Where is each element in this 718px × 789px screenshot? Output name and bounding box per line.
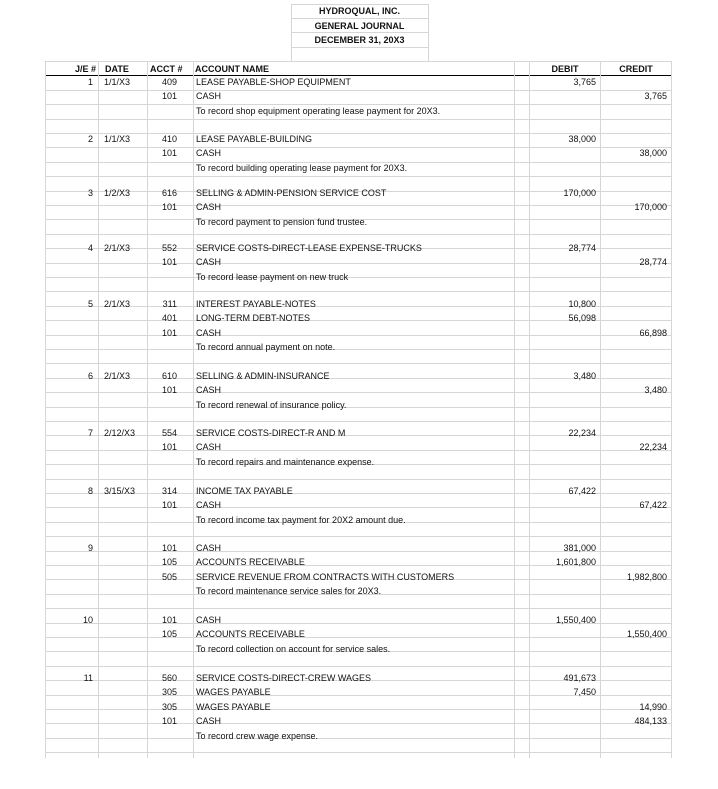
grid-line	[45, 421, 671, 422]
account-number: 610	[161, 371, 177, 381]
grid-column-line	[193, 61, 194, 758]
header-debit: DEBIT	[551, 64, 579, 74]
grid-line	[45, 205, 671, 206]
entry-memo: To record annual payment on note.	[196, 342, 336, 352]
grid-line	[45, 349, 671, 350]
header-credit: CREDIT	[619, 64, 653, 74]
grid-line	[45, 61, 671, 62]
debit-amount: 3,765	[573, 77, 596, 87]
grid-line	[45, 752, 671, 753]
journal-title: GENERAL JOURNAL	[314, 21, 405, 31]
account-number: 101	[161, 257, 177, 267]
grid-column-line	[600, 61, 601, 758]
account-name: SERVICE COSTS-DIRECT-CREW WAGES	[196, 673, 372, 683]
debit-amount: 7,450	[573, 687, 596, 697]
credit-amount: 22,234	[639, 442, 667, 452]
debit-amount: 38,000	[568, 134, 596, 144]
account-number: 101	[161, 500, 177, 510]
entry-memo: To record collection on account for service sales.	[196, 644, 391, 654]
account-number: 554	[161, 428, 177, 438]
je-number: 8	[87, 486, 93, 496]
debit-amount: 28,774	[568, 243, 596, 253]
grid-column-line	[514, 61, 515, 758]
grid-line	[45, 407, 671, 408]
je-number: 6	[87, 371, 93, 381]
entry-memo: To record lease payment on new truck	[196, 272, 349, 282]
grid-line	[45, 263, 671, 264]
je-number: 5	[87, 299, 93, 309]
grid-line	[291, 47, 428, 48]
account-name: CASH	[196, 202, 222, 212]
account-name: CASH	[196, 543, 222, 553]
entry-date: 2/1/X3	[104, 299, 131, 309]
account-name: CASH	[196, 615, 222, 625]
credit-amount: 484,133	[634, 716, 667, 726]
account-name: CASH	[196, 442, 222, 452]
grid-line	[291, 18, 428, 19]
grid-line	[45, 147, 671, 148]
account-name: CASH	[196, 257, 222, 267]
account-name: CASH	[196, 148, 222, 158]
account-name: SERVICE COSTS-DIRECT-R AND M	[196, 428, 346, 438]
je-number: 3	[87, 188, 93, 198]
grid-line	[45, 536, 671, 537]
header-acct: ACCT #	[150, 64, 183, 74]
account-name: LEASE PAYABLE-BUILDING	[196, 134, 313, 144]
entry-date: 1/1/X3	[104, 134, 131, 144]
header-date: DATE	[105, 64, 129, 74]
credit-amount: 38,000	[639, 148, 667, 158]
je-number: 4	[87, 243, 93, 253]
grid-line	[45, 479, 671, 480]
grid-column-line	[45, 61, 46, 758]
debit-amount: 22,234	[568, 428, 596, 438]
account-number: 101	[161, 442, 177, 452]
grid-line	[291, 32, 428, 33]
grid-line	[45, 723, 671, 724]
grid-line	[45, 234, 671, 235]
entry-memo: To record repairs and maintenance expense.	[196, 457, 375, 467]
account-number: 401	[161, 313, 177, 323]
account-number: 314	[161, 486, 177, 496]
entry-memo: To record crew wage expense.	[196, 731, 319, 741]
grid-line	[45, 119, 671, 120]
grid-line	[45, 608, 671, 609]
grid-line	[45, 176, 671, 177]
account-number: 101	[161, 716, 177, 726]
account-name: INTEREST PAYABLE-NOTES	[196, 299, 316, 309]
entry-memo: To record income tax payment for 20X2 amount due.	[196, 515, 406, 525]
account-name: SELLING & ADMIN-INSURANCE	[196, 371, 330, 381]
account-name: ACCOUNTS RECEIVABLE	[196, 629, 305, 639]
account-number: 311	[162, 299, 177, 309]
grid-line	[45, 90, 671, 91]
grid-line	[291, 4, 428, 5]
account-number: 560	[161, 673, 177, 683]
grid-line	[45, 507, 671, 508]
account-name: INCOME TAX PAYABLE	[196, 486, 293, 496]
account-number: 616	[161, 188, 177, 198]
account-number: 101	[161, 385, 177, 395]
grid-line	[45, 738, 671, 739]
entry-date: 2/1/X3	[104, 371, 131, 381]
account-number: 305	[161, 702, 177, 712]
credit-amount: 67,422	[639, 500, 667, 510]
account-number: 101	[161, 91, 177, 101]
entry-date: 3/15/X3	[104, 486, 136, 496]
grid-line	[45, 104, 671, 105]
entry-memo: To record shop equipment operating lease payment for 20X3.	[196, 106, 441, 116]
debit-amount: 10,800	[568, 299, 596, 309]
debit-amount: 1,550,400	[555, 615, 596, 625]
grid-line	[45, 291, 671, 292]
debit-amount: 56,098	[568, 313, 596, 323]
journal-date: DECEMBER 31, 20X3	[314, 35, 405, 45]
account-name: ACCOUNTS RECEIVABLE	[196, 557, 305, 567]
entry-date: 1/1/X3	[104, 77, 131, 87]
grid-column-line	[529, 61, 530, 758]
grid-column-line	[428, 4, 429, 61]
account-name: LONG-TERM DEBT-NOTES	[196, 313, 311, 323]
grid-line	[45, 666, 671, 667]
je-number: 1	[87, 77, 93, 87]
account-number: 552	[161, 243, 177, 253]
header-rule	[45, 75, 671, 76]
account-name: CASH	[196, 91, 222, 101]
account-name: CASH	[196, 328, 222, 338]
header-account-name: ACCOUNT NAME	[195, 64, 269, 74]
credit-amount: 14,990	[639, 702, 667, 712]
debit-amount: 491,673	[563, 673, 596, 683]
account-name: SERVICE REVENUE FROM CONTRACTS WITH CUSTOMERS	[196, 572, 455, 582]
account-name: WAGES PAYABLE	[196, 687, 271, 697]
account-name: CASH	[196, 716, 222, 726]
debit-amount: 67,422	[568, 486, 596, 496]
grid-line	[45, 709, 671, 710]
je-number: 10	[82, 615, 93, 625]
entry-memo: To record renewal of insurance policy.	[196, 400, 347, 410]
debit-amount: 170,000	[563, 188, 596, 198]
account-number: 101	[161, 328, 177, 338]
credit-amount: 1,982,800	[626, 572, 667, 582]
account-name: LEASE PAYABLE-SHOP EQUIPMENT	[196, 77, 351, 87]
account-name: CASH	[196, 385, 222, 395]
debit-amount: 3,480	[573, 371, 596, 381]
account-name: SERVICE COSTS-DIRECT-LEASE EXPENSE-TRUCKS	[196, 243, 422, 253]
entry-date: 2/1/X3	[104, 243, 131, 253]
credit-amount: 1,550,400	[626, 629, 667, 639]
credit-amount: 66,898	[639, 328, 667, 338]
grid-line	[45, 277, 671, 278]
je-number: 7	[87, 428, 93, 438]
account-number: 101	[161, 543, 177, 553]
header-je: J/E #	[74, 64, 96, 74]
credit-amount: 3,480	[644, 385, 667, 395]
account-number: 101	[161, 202, 177, 212]
account-number: 409	[161, 77, 177, 87]
credit-amount: 28,774	[639, 257, 667, 267]
grid-line	[45, 335, 671, 336]
account-name: SELLING & ADMIN-PENSION SERVICE COST	[196, 188, 387, 198]
grid-column-line	[671, 61, 672, 758]
account-number: 105	[161, 557, 177, 567]
debit-amount: 381,000	[563, 543, 596, 553]
grid-line	[45, 392, 671, 393]
je-number: 9	[87, 543, 93, 553]
entry-memo: To record maintenance service sales for 20X3.	[196, 586, 382, 596]
credit-amount: 3,765	[644, 91, 667, 101]
grid-line	[45, 450, 671, 451]
account-number: 101	[161, 148, 177, 158]
account-number: 505	[161, 572, 177, 582]
debit-amount: 1,601,800	[555, 557, 596, 567]
grid-column-line	[291, 4, 292, 61]
entry-memo: To record building operating lease payment for 20X3.	[196, 163, 408, 173]
account-number: 305	[161, 687, 177, 697]
account-name: WAGES PAYABLE	[196, 702, 271, 712]
account-number: 101	[161, 615, 177, 625]
grid-line	[45, 637, 671, 638]
entry-memo: To record payment to pension fund trustee.	[196, 217, 368, 227]
je-number: 2	[87, 134, 93, 144]
grid-column-line	[147, 61, 148, 758]
grid-column-line	[98, 61, 99, 758]
entry-date: 2/12/X3	[104, 428, 136, 438]
account-number: 410	[161, 134, 177, 144]
credit-amount: 170,000	[634, 202, 667, 212]
grid-line	[45, 363, 671, 364]
account-name: CASH	[196, 500, 222, 510]
account-number: 105	[161, 629, 177, 639]
entry-date: 1/2/X3	[104, 188, 131, 198]
company-title: HYDROQUAL, INC.	[319, 6, 400, 16]
je-number: 11	[83, 673, 93, 683]
